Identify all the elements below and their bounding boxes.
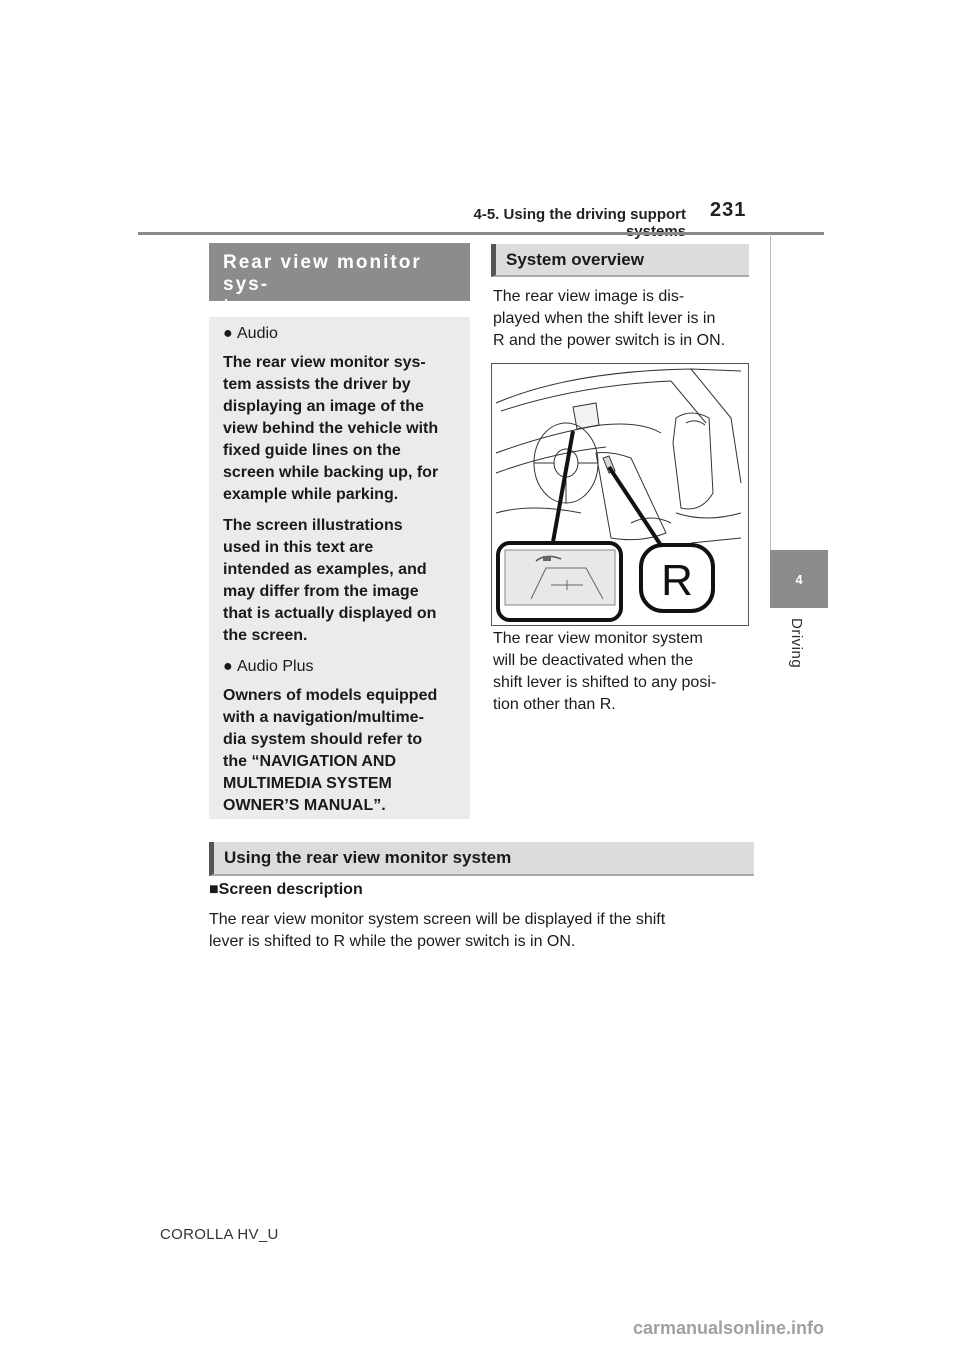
- text-line: shift lever is shifted to any posi-: [493, 674, 717, 691]
- header-rule: [138, 232, 824, 235]
- square-bullet-icon: ■: [209, 881, 219, 898]
- heading-line: tem: [223, 296, 263, 317]
- text-line: tem assists the driver by: [223, 376, 411, 393]
- text-line: screen while backing up, for: [223, 464, 439, 481]
- text-line: displaying an image of the: [223, 398, 424, 415]
- screen-description-subheading: [209, 881, 363, 899]
- text-line: intended as examples, and: [223, 561, 427, 578]
- rear-view-monitor-heading: [209, 243, 470, 317]
- section-title: 4-5. Using the driving support: [473, 206, 686, 223]
- text-line: with a navigation/multime-: [223, 709, 424, 726]
- heading-line: Rear view monitor sys-: [223, 252, 422, 295]
- bullet-icon: ●: [223, 325, 233, 342]
- info-paragraph: [223, 352, 458, 506]
- deactivation-text: [493, 628, 755, 716]
- text-line: will be deactivated when the: [493, 652, 694, 669]
- text-line: The rear view monitor system: [493, 630, 703, 647]
- using-rear-view-monitor-heading: Using the rear view monitor system: [209, 842, 754, 876]
- text-line: The rear view monitor system screen will be displayed if the shift: [209, 911, 666, 928]
- text-line: the screen.: [223, 627, 308, 644]
- cabin-illustration: [491, 363, 749, 626]
- bullet-icon: ●: [223, 658, 233, 675]
- overview-text: [493, 286, 755, 352]
- chapter-tab: 4: [770, 550, 828, 608]
- text-line: used in this text are: [223, 539, 374, 556]
- bullet-label: Audio Plus: [237, 658, 314, 675]
- info-box: [209, 317, 470, 819]
- text-line: lever is shifted to R while the power switch is in ON.: [209, 933, 576, 950]
- text-line: The rear view image is dis-: [493, 288, 685, 305]
- chapter-label: Driving: [788, 618, 805, 669]
- info-paragraph: [223, 685, 458, 817]
- screen-description-text: [209, 909, 769, 953]
- text-line: dia system should refer to: [223, 731, 423, 748]
- side-divider: [770, 234, 771, 550]
- text-line: The rear view monitor sys-: [223, 354, 426, 371]
- text-line: The screen illustrations: [223, 517, 403, 534]
- model-code: COROLLA HV_U: [160, 1226, 279, 1243]
- page-number: 231: [710, 199, 747, 221]
- text-line: example while parking.: [223, 486, 399, 503]
- bullet-label: Audio: [237, 325, 278, 342]
- text-line: the “NAVIGATION AND: [223, 753, 397, 770]
- text-line: that is actually displayed on: [223, 605, 437, 622]
- info-paragraph: [223, 515, 458, 647]
- text-line: view behind the vehicle with: [223, 420, 439, 437]
- text-line: played when the shift lever is in: [493, 310, 716, 327]
- text-line: R and the power switch is in ON.: [493, 332, 726, 349]
- text-line: MULTIMEDIA SYSTEM: [223, 775, 392, 792]
- subheading-text: Screen description: [218, 881, 363, 898]
- system-overview-heading: System overview: [491, 244, 749, 277]
- watermark: carmanualsonline.info: [633, 1318, 825, 1338]
- bullet-audio: [223, 323, 458, 345]
- text-line: fixed guide lines on the: [223, 442, 401, 459]
- text-line: Owners of models equipped: [223, 687, 438, 704]
- text-line: may differ from the image: [223, 583, 419, 600]
- bullet-audio-plus: [223, 656, 458, 678]
- shift-position-label: R: [661, 556, 693, 605]
- text-line: tion other than R.: [493, 696, 616, 713]
- text-line: OWNER’S MANUAL”.: [223, 797, 386, 814]
